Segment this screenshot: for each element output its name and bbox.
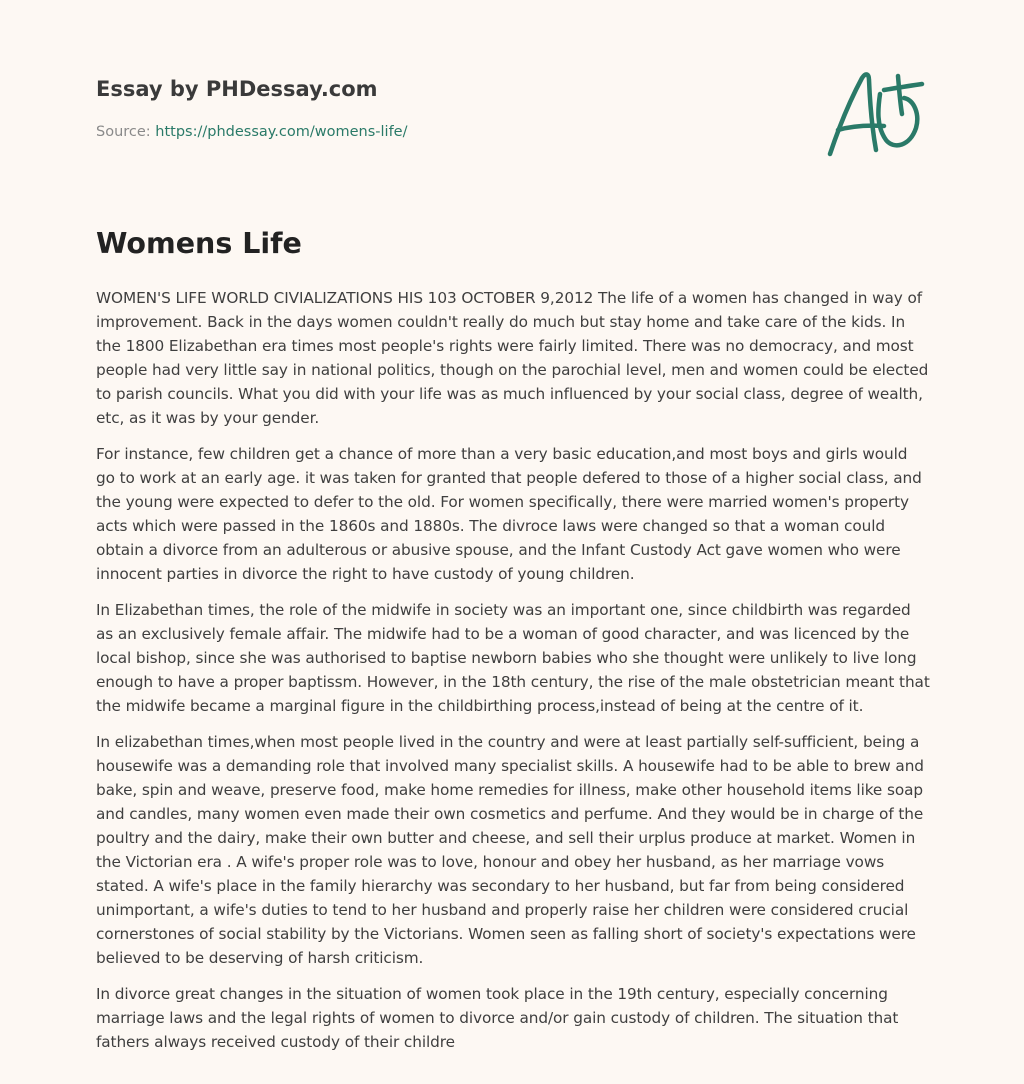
page-header [96,74,928,194]
essay-paragraph: In elizabethan times,when most people lived in the country and were at least partially self-sufficient, being a housewife was a demanding role that involved many specialist skills. A housewife had to be able to brew and bake, spin and weave, preserve food, make home remedies for illness, make other household items like soap and candles, many women even made their own cosmetics and perfume. And they would be in charge of the poultry and the dairy, make their own butter and cheese, and sell their urplus produce at market. Women in the Victorian era . A wife's proper role was to love, honour and obey her husband, as her marriage vows stated. A wife's place in the family hierarchy was secondary to her husband, but far from being considered unimportant, a wife's duties to tend to her husband and properly raise her children were considered crucial cornerstones of social stability by the Victorians. Women seen as falling short of society's expectations were believed to be deserving of harsh criticism. [96,733,924,967]
essay-paragraph: In divorce great changes in the situation of women took place in the 19th century, especially concerning marriage laws and the legal rights of women to divorce and/or gain custody of children. The situation that fathers always received custody of their childre [96,985,899,1051]
essay-paragraph: For instance, few children get a chance of more than a very basic education,and most boys and girls would go to work at an early age. it was taken for granted that people defered to those of a higher social class, and the young were expected to defer to the old. For women specifically, there were married women's property acts which were passed in the 1860s and 1880s. The divroce laws were changed so that a woman could obtain a divorce from an adulterous or abusive spouse, and the Infant Custody Act gave women who were innocent parties in divorce the right to have custody of young children. [96,445,922,583]
source-link[interactable]: https://phdessay.com/womens-life/ [155,124,408,140]
source-label: Source: [96,124,151,140]
source-line [96,122,407,142]
a-plus-logo-icon [824,68,928,164]
essay-body [96,286,930,1066]
essay-title: Womens Life [96,227,302,260]
essay-paragraph: In Elizabethan times, the role of the midwife in society was an important one, since childbirth was regarded as an exclusively female affair. The midwife had to be a woman of good character, and was licenced by the local bishop, since she was authorised to baptise newborn babies who she thought were unlikely to live long enough to have a proper baptissm. However, in the 18th century, the rise of the male obstetrician meant that the midwife became a marginal figure in the childbirthing process,instead of being at the centre of it. [96,601,930,715]
essay-paragraph: WOMEN'S LIFE WORLD CIVIALIZATIONS HIS 103 OCTOBER 9,2012 The life of a women has changed in way of improvement. Back in the days women couldn't really do much but stay home and take care of the kids. In the 1800 Elizabethan era times most people's rights were fairly limited. There was no democracy, and most people had very little say in national politics, though on the parochial level, men and women could be elected to parish councils. What you did with your life was as much influenced by your social class, degree of wealth, etc, as it was by your gender. [96,289,929,427]
site-title: Essay by PHDessay.com [96,77,378,101]
